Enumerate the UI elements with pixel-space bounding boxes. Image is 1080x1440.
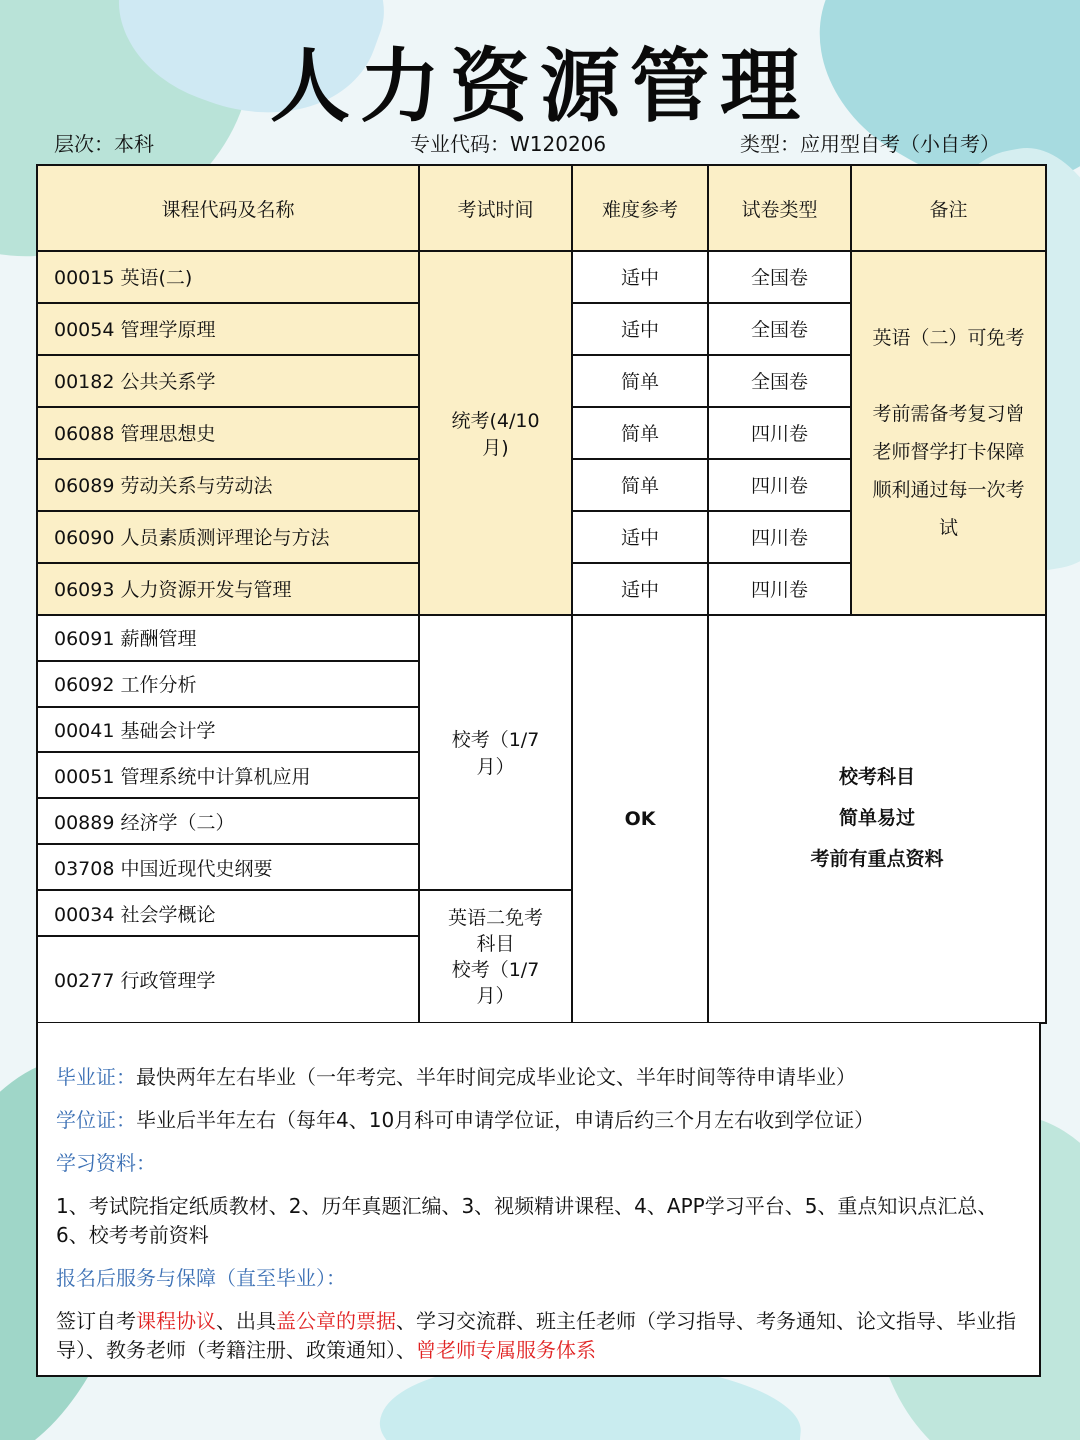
paper-type-cell: 四川卷 — [708, 459, 851, 511]
exam-time-exempt: 英语二免考科目 — [447, 906, 543, 955]
difficulty-cell: 简单 — [572, 355, 708, 407]
graduation-cert-text: 最快两年左右毕业（一年考完、半年时间完成毕业论文、半年时间等待申请毕业） — [136, 1065, 856, 1089]
header-remark: 备注 — [851, 165, 1046, 251]
course-name: 06088 管理思想史 — [37, 407, 419, 459]
course-name: 00182 公共关系学 — [37, 355, 419, 407]
service-highlight: 盖公章的票据 — [276, 1309, 396, 1333]
paper-type-cell: 四川卷 — [708, 563, 851, 615]
exam-type-label: 类型：应用型自考（小自考） — [740, 132, 1000, 156]
course-name: 06089 劳动关系与劳动法 — [37, 459, 419, 511]
service-label: 报名后服务与保障（直至毕业）： — [56, 1266, 346, 1290]
course-name: 06090 人员素质测评理论与方法 — [37, 511, 419, 563]
level-label: 层次：本科 — [54, 132, 154, 156]
paper-type-cell: 四川卷 — [708, 407, 851, 459]
exam-time-cell — [419, 890, 572, 1023]
info-panel — [36, 1023, 1041, 1377]
exam-time-cell: 统考(4/10月) — [419, 251, 572, 615]
header-course: 课程代码及名称 — [37, 165, 419, 251]
service-highlight: 课程协议 — [136, 1309, 216, 1333]
table-row — [37, 251, 1046, 303]
materials-label: 学习资料： — [56, 1151, 156, 1175]
service-highlight: 曾老师专属服务体系 — [416, 1338, 596, 1362]
difficulty-cell: 适中 — [572, 511, 708, 563]
service-part: 、学习交流群、班主任老师（学习指导、考务通知、论文指导、毕业指导）、教务老师（考籍注册、政策通知）、 — [56, 1309, 1016, 1362]
service-part: 签订自考 — [56, 1309, 136, 1333]
course-name: 00051 管理系统中计算机应用 — [37, 752, 419, 798]
service-text — [56, 1307, 1021, 1365]
remark-line: 简单易过 — [838, 807, 915, 830]
graduation-cert-label: 毕业证： — [56, 1065, 136, 1089]
remark-line: 考前有重点资料 — [810, 848, 944, 871]
course-name: 00034 社会学概论 — [37, 890, 419, 936]
difficulty-cell: 适中 — [572, 303, 708, 355]
materials-text: 1、考试院指定纸质教材、2、历年真题汇编、3、视频精讲课程、4、APP学习平台、5、重点知识点汇总、6、校考考前资料 — [56, 1194, 998, 1247]
course-name: 00054 管理学原理 — [37, 303, 419, 355]
remark-line: 校考科目 — [838, 766, 915, 789]
paper-type-cell: 全国卷 — [708, 251, 851, 303]
remark-exemption: 英语（二）可免考 — [872, 326, 1025, 349]
difficulty-cell: 简单 — [572, 459, 708, 511]
remark-cell — [851, 251, 1046, 615]
graduation-cert-line — [56, 1063, 1021, 1092]
difficulty-cell: 适中 — [572, 251, 708, 303]
header-difficulty: 难度参考 — [572, 165, 708, 251]
course-name: 06093 人力资源开发与管理 — [37, 563, 419, 615]
difficulty-cell: 适中 — [572, 563, 708, 615]
course-name: 00889 经济学（二） — [37, 798, 419, 844]
course-name: 03708 中国近现代史纲要 — [37, 844, 419, 890]
remark-prep: 考前需备考复习曾老师督学打卡保障顺利通过每一次考试 — [872, 402, 1025, 539]
course-table — [36, 164, 1047, 1024]
course-name: 00015 英语(二) — [37, 251, 419, 303]
header-paper-type: 试卷类型 — [708, 165, 851, 251]
paper-type-cell: 全国卷 — [708, 355, 851, 407]
course-name: 00277 行政管理学 — [37, 936, 419, 1023]
page-title: 人力资源管理 — [270, 39, 810, 133]
degree-cert-text: 毕业后半年左右（每年4、10月科可申请学位证，申请后约三个月左右收到学位证） — [136, 1108, 875, 1132]
school-exam-remark-cell — [708, 615, 1046, 1023]
course-name: 06091 薪酬管理 — [37, 615, 419, 661]
exam-time-cell: 校考（1/7月） — [419, 615, 572, 890]
major-code-label: 专业代码：W120206 — [410, 132, 607, 156]
course-name: 00041 基础会计学 — [37, 707, 419, 753]
exam-time-school: 校考（1/7月） — [451, 958, 540, 1007]
header-exam-time: 考试时间 — [419, 165, 572, 251]
course-name: 06092 工作分析 — [37, 661, 419, 707]
paper-type-cell: 全国卷 — [708, 303, 851, 355]
service-part: 、出具 — [216, 1309, 276, 1333]
difficulty-cell: 简单 — [572, 407, 708, 459]
degree-cert-line — [56, 1106, 1021, 1135]
table-header-row — [37, 165, 1046, 251]
difficulty-ok-cell: OK — [572, 615, 708, 1023]
degree-cert-label: 学位证： — [56, 1108, 136, 1132]
table-row — [37, 615, 1046, 661]
paper-type-cell: 四川卷 — [708, 511, 851, 563]
